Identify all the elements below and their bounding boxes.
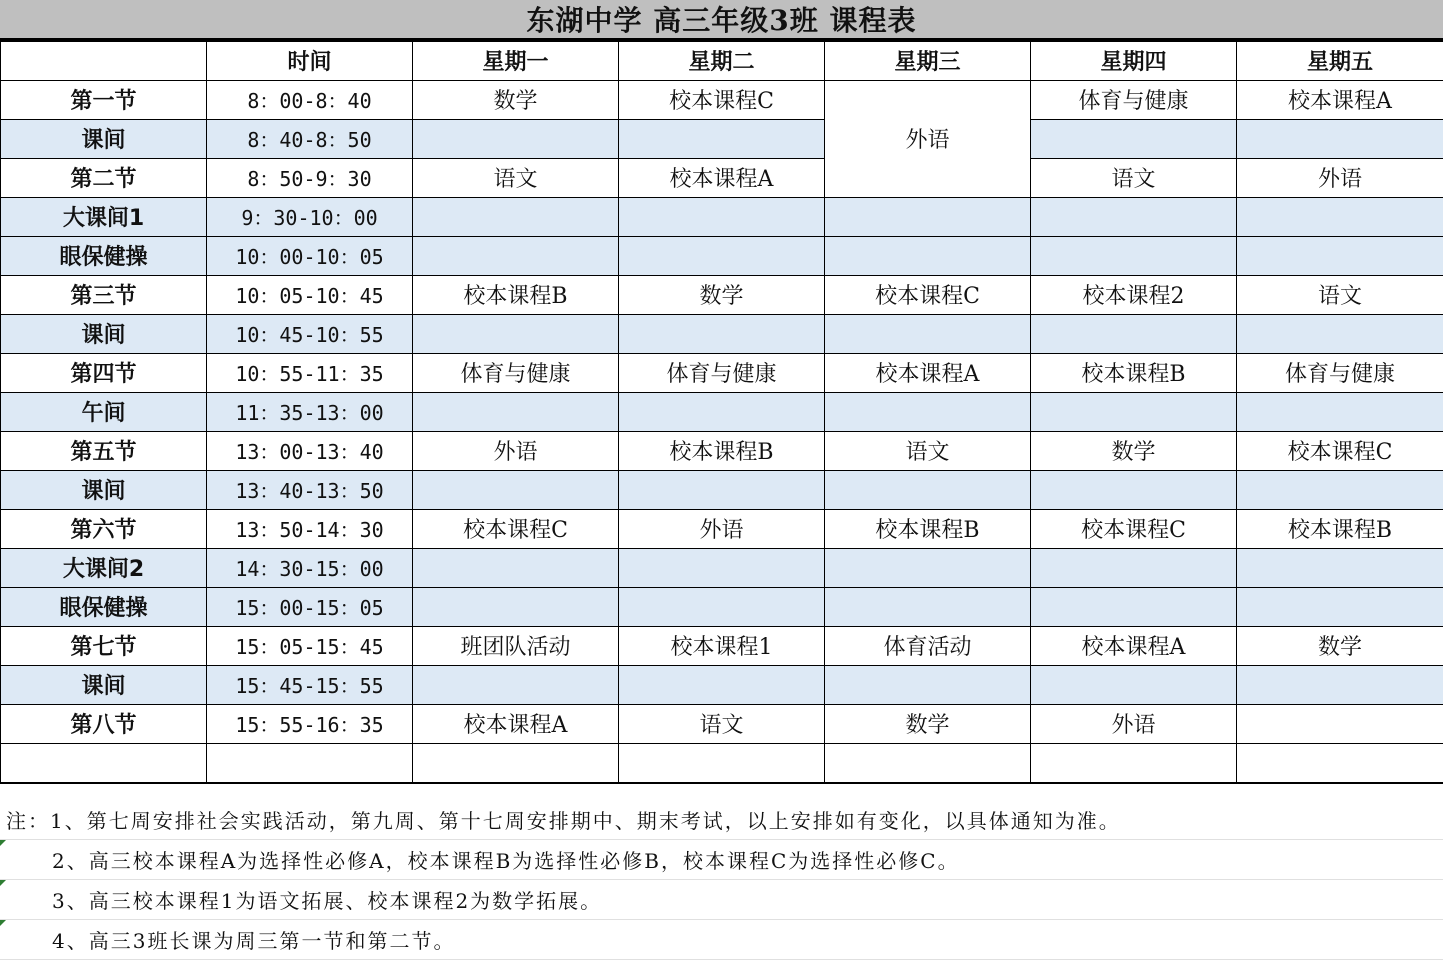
period-label[interactable]: 课间	[1, 470, 207, 509]
note-line[interactable]	[0, 920, 1443, 960]
cell-tue[interactable]	[619, 119, 825, 158]
table-row	[1, 548, 1443, 587]
cell-wed[interactable]: 数学	[825, 704, 1031, 743]
period-label[interactable]: 大课间1	[1, 197, 207, 236]
cell-wed[interactable]	[825, 548, 1031, 587]
note-line[interactable]	[0, 880, 1443, 920]
period-label[interactable]: 午间	[1, 392, 207, 431]
cell-tue[interactable]: 校本课程1	[619, 626, 825, 665]
cell-tue[interactable]: 校本课程B	[619, 431, 825, 470]
cell-mon[interactable]: 校本课程B	[413, 275, 619, 314]
cell-wed[interactable]: 体育活动	[825, 626, 1031, 665]
empty-cell[interactable]	[207, 743, 413, 783]
cell-wed[interactable]	[825, 236, 1031, 275]
cell-fri[interactable]: 校本课程B	[1237, 509, 1443, 548]
note-text: 注：1、第七周安排社会实践活动，第九周、第十七周安排期中、期末考试，以上安排如有变化，以具体通知为准。	[6, 809, 1121, 833]
cell-thu[interactable]	[1031, 119, 1237, 158]
cell-fri[interactable]: 体育与健康	[1237, 353, 1443, 392]
header-day-fri[interactable]: 星期五	[1237, 41, 1443, 80]
cell-mon[interactable]	[413, 236, 619, 275]
cell-thu[interactable]: 校本课程A	[1031, 626, 1237, 665]
cell-wed[interactable]	[825, 392, 1031, 431]
period-label[interactable]: 眼保健操	[1, 236, 207, 275]
cell-wed[interactable]: 语文	[825, 431, 1031, 470]
empty-cell[interactable]	[1237, 743, 1443, 783]
note-line[interactable]	[0, 800, 1443, 840]
cell-wed[interactable]: 校本课程A	[825, 353, 1031, 392]
cell-tue[interactable]: 语文	[619, 704, 825, 743]
period-time[interactable]: 15：05-15：45	[207, 626, 413, 665]
cell-thu[interactable]: 校本课程B	[1031, 353, 1237, 392]
cell-tue[interactable]	[619, 587, 825, 626]
cell-tue[interactable]: 校本课程A	[619, 158, 825, 197]
period-label[interactable]: 第二节	[1, 158, 207, 197]
cell-wed[interactable]	[825, 197, 1031, 236]
table-row-empty	[1, 743, 1443, 783]
period-time[interactable]: 13：40-13：50	[207, 470, 413, 509]
header-row	[1, 41, 1443, 80]
cell-mon[interactable]	[413, 665, 619, 704]
cell-fri[interactable]	[1237, 392, 1443, 431]
period-label[interactable]: 第一节	[1, 80, 207, 119]
cell-fri[interactable]	[1237, 314, 1443, 353]
cell-comment-marker	[0, 880, 6, 886]
page-title: 东湖中学 高三年级3班 课程表	[0, 0, 1443, 40]
table-row	[1, 470, 1443, 509]
period-label[interactable]: 第三节	[1, 275, 207, 314]
cell-mon[interactable]: 数学	[413, 80, 619, 119]
empty-cell[interactable]	[1031, 743, 1237, 783]
cell-fri[interactable]: 校本课程C	[1237, 431, 1443, 470]
period-label[interactable]: 眼保健操	[1, 587, 207, 626]
table-row	[1, 509, 1443, 548]
table-row	[1, 275, 1443, 314]
header-day-thu[interactable]: 星期四	[1031, 41, 1237, 80]
cell-wed-merged[interactable]: 外语	[825, 80, 1031, 197]
note-text: 4、高三3班长课为周三第一节和第二节。	[52, 929, 456, 953]
period-time[interactable]: 11：35-13：00	[207, 392, 413, 431]
cell-thu[interactable]: 数学	[1031, 431, 1237, 470]
cell-tue[interactable]: 校本课程C	[619, 80, 825, 119]
cell-wed[interactable]	[825, 314, 1031, 353]
cell-thu[interactable]	[1031, 236, 1237, 275]
header-day-mon[interactable]: 星期一	[413, 41, 619, 80]
note-text: 2、高三校本课程A为选择性必修A，校本课程B为选择性必修B，校本课程C为选择性必修C。	[52, 849, 960, 873]
period-time[interactable]: 10：00-10：05	[207, 236, 413, 275]
note-line[interactable]	[0, 840, 1443, 880]
cell-thu[interactable]	[1031, 470, 1237, 509]
cell-thu[interactable]	[1031, 548, 1237, 587]
period-time[interactable]: 10：05-10：45	[207, 275, 413, 314]
period-label[interactable]: 第四节	[1, 353, 207, 392]
table-row	[1, 314, 1443, 353]
table-row	[1, 80, 1443, 119]
cell-wed[interactable]: 校本课程C	[825, 275, 1031, 314]
header-day-tue[interactable]: 星期二	[619, 41, 825, 80]
cell-tue[interactable]	[619, 548, 825, 587]
period-time[interactable]: 8：40-8：50	[207, 119, 413, 158]
cell-thu[interactable]	[1031, 392, 1237, 431]
period-time[interactable]: 9：30-10：00	[207, 197, 413, 236]
timetable	[0, 40, 1443, 784]
cell-fri[interactable]	[1237, 197, 1443, 236]
period-label[interactable]: 第六节	[1, 509, 207, 548]
cell-tue[interactable]	[619, 470, 825, 509]
table-row	[1, 665, 1443, 704]
cell-mon[interactable]	[413, 470, 619, 509]
cell-comment-marker	[0, 840, 6, 846]
period-time[interactable]: 10：45-10：55	[207, 314, 413, 353]
cell-tue[interactable]: 体育与健康	[619, 353, 825, 392]
cell-thu[interactable]	[1031, 587, 1237, 626]
cell-fri[interactable]	[1237, 119, 1443, 158]
cell-tue[interactable]	[619, 236, 825, 275]
period-time[interactable]: 15：55-16：35	[207, 704, 413, 743]
header-time[interactable]: 时间	[207, 41, 413, 80]
cell-fri[interactable]: 语文	[1237, 275, 1443, 314]
cell-fri[interactable]	[1237, 470, 1443, 509]
empty-cell[interactable]	[619, 743, 825, 783]
period-time[interactable]: 8：00-8：40	[207, 80, 413, 119]
cell-tue[interactable]	[619, 314, 825, 353]
header-blank[interactable]	[1, 41, 207, 80]
cell-wed[interactable]	[825, 665, 1031, 704]
period-label[interactable]: 第八节	[1, 704, 207, 743]
cell-tue[interactable]: 外语	[619, 509, 825, 548]
cell-fri[interactable]: 数学	[1237, 626, 1443, 665]
cell-thu[interactable]	[1031, 197, 1237, 236]
table-row	[1, 392, 1443, 431]
cell-fri[interactable]	[1237, 236, 1443, 275]
empty-cell[interactable]	[1, 743, 207, 783]
table-row	[1, 119, 1443, 158]
cell-mon[interactable]: 校本课程A	[413, 704, 619, 743]
header-day-wed[interactable]: 星期三	[825, 41, 1031, 80]
cell-fri[interactable]	[1237, 587, 1443, 626]
cell-wed[interactable]	[825, 587, 1031, 626]
cell-mon[interactable]	[413, 197, 619, 236]
cell-wed[interactable]	[825, 470, 1031, 509]
cell-thu[interactable]: 语文	[1031, 158, 1237, 197]
cell-thu[interactable]: 体育与健康	[1031, 80, 1237, 119]
period-time[interactable]: 10：55-11：35	[207, 353, 413, 392]
cell-fri[interactable]: 校本课程A	[1237, 80, 1443, 119]
cell-tue[interactable]: 数学	[619, 275, 825, 314]
cell-tue[interactable]	[619, 197, 825, 236]
cell-mon[interactable]: 校本课程C	[413, 509, 619, 548]
table-row	[1, 704, 1443, 743]
cell-fri[interactable]	[1237, 665, 1443, 704]
table-row	[1, 626, 1443, 665]
cell-tue[interactable]	[619, 665, 825, 704]
period-time[interactable]: 14：30-15：00	[207, 548, 413, 587]
notes-section	[0, 800, 1443, 960]
table-row	[1, 158, 1443, 197]
period-time[interactable]: 13：00-13：40	[207, 431, 413, 470]
period-label[interactable]: 课间	[1, 119, 207, 158]
cell-mon[interactable]: 语文	[413, 158, 619, 197]
empty-cell[interactable]	[825, 743, 1031, 783]
period-label[interactable]: 第七节	[1, 626, 207, 665]
cell-wed[interactable]: 校本课程B	[825, 509, 1031, 548]
cell-fri[interactable]	[1237, 704, 1443, 743]
cell-mon[interactable]	[413, 548, 619, 587]
table-row	[1, 587, 1443, 626]
period-time[interactable]: 13：50-14：30	[207, 509, 413, 548]
cell-mon[interactable]	[413, 314, 619, 353]
cell-mon[interactable]: 外语	[413, 431, 619, 470]
cell-mon[interactable]: 班团队活动	[413, 626, 619, 665]
cell-fri[interactable]	[1237, 548, 1443, 587]
cell-mon[interactable]	[413, 119, 619, 158]
period-time[interactable]: 8：50-9：30	[207, 158, 413, 197]
cell-thu[interactable]	[1031, 314, 1237, 353]
note-text: 3、高三校本课程1为语文拓展、校本课程2为数学拓展。	[52, 889, 603, 913]
cell-thu[interactable]: 校本课程C	[1031, 509, 1237, 548]
table-row	[1, 197, 1443, 236]
table-row	[1, 353, 1443, 392]
cell-thu[interactable]	[1031, 665, 1237, 704]
cell-comment-marker	[0, 920, 6, 926]
cell-mon[interactable]	[413, 392, 619, 431]
period-label[interactable]: 课间	[1, 314, 207, 353]
cell-fri[interactable]: 外语	[1237, 158, 1443, 197]
table-row	[1, 236, 1443, 275]
cell-thu[interactable]: 校本课程2	[1031, 275, 1237, 314]
period-label[interactable]: 课间	[1, 665, 207, 704]
cell-thu[interactable]: 外语	[1031, 704, 1237, 743]
period-time[interactable]: 15：00-15：05	[207, 587, 413, 626]
period-label[interactable]: 第五节	[1, 431, 207, 470]
cell-mon[interactable]: 体育与健康	[413, 353, 619, 392]
cell-mon[interactable]	[413, 587, 619, 626]
cell-tue[interactable]	[619, 392, 825, 431]
period-time[interactable]: 15：45-15：55	[207, 665, 413, 704]
empty-cell[interactable]	[413, 743, 619, 783]
period-label[interactable]: 大课间2	[1, 548, 207, 587]
table-row	[1, 431, 1443, 470]
